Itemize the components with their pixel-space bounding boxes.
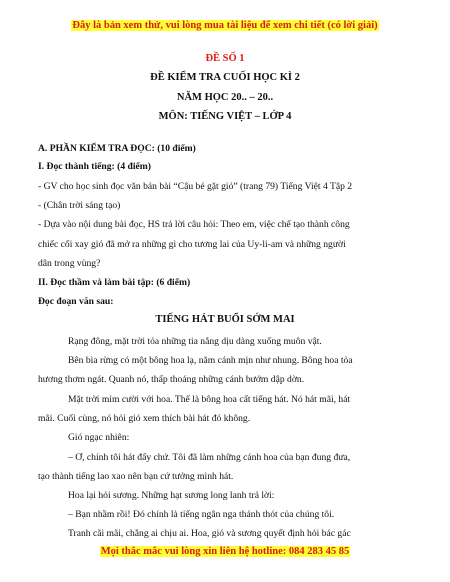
hotline-text: Mọi thắc mắc vui lòng xin liên hệ hotline: 084 283 45 85 [100, 546, 350, 557]
preview-banner [0, 20, 450, 34]
passage-line: Tranh cãi mãi, chẳng ai chịu ai. Hoa, gió và sương quyết định hỏi bác gác [68, 528, 351, 539]
part-1-line: - Dựa vào nội dung bài đọc, HS trả lời câu hỏi: Theo em, việc chế tạo thành công [38, 219, 350, 230]
passage-line: – Ơ, chính tôi hát đấy chứ. Tôi đã làm những cánh hoa của bạn đung đưa, [68, 452, 351, 463]
passage-line: Gió ngạc nhiên: [68, 432, 130, 443]
passage-line: mãi. Cuối cùng, nó hỏi gió xem thích bài hát đó không. [38, 413, 251, 424]
part-2-intro: Đọc đoạn văn sau: [38, 296, 114, 307]
passage-line: hương thơm ngát. Quanh nó, thấp thoáng những cánh bướm dập dờn. [38, 374, 305, 385]
passage-line: Hoa lại hỏi sương. Những hạt sương long lanh trả lời: [68, 490, 275, 501]
exam-title: ĐỀ KIỂM TRA CUỐI HỌC KÌ 2 [150, 72, 300, 83]
hotline-banner [0, 546, 450, 557]
passage-line: – Bạn nhầm rồi! Đó chính là tiếng ngân nga thánh thót của chúng tôi. [68, 509, 335, 520]
subject-line: MÔN: TIẾNG VIỆT – LỚP 4 [158, 111, 292, 122]
passage-title: TIẾNG HÁT BUỔI SỚM MAI [155, 314, 295, 325]
part-1-line: chiếc cối xay gió đã mở ra những gì cho tương lai của Uy-li-am và những người [38, 239, 346, 250]
passage-line: Mặt trời mỉm cười với hoa. Thế là bông hoa cất tiếng hát. Nó hát mãi, hát [68, 394, 351, 405]
part-1-line: - (Chân trời sáng tạo) [38, 200, 121, 211]
school-year: NĂM HỌC 20.. – 20.. [176, 92, 274, 103]
part-1-line: dân trong vùng? [38, 258, 101, 269]
part-1-heading: I. Đọc thành tiếng: (4 điểm) [38, 161, 151, 172]
preview-banner-text: Đây là bản xem thử, vui lòng mua tài liệu để xem chi tiết (có lời giải) [72, 20, 378, 31]
passage-line: tạo thành tiếng lao xao nên bạn cứ tưởng mình hát. [38, 471, 234, 482]
passage-line: Bên bìa rừng có một bông hoa lạ, năm cánh mịn như nhung. Bông hoa tỏa [68, 355, 353, 366]
part-2-heading: II. Đọc thầm và làm bài tập: (6 điểm) [38, 277, 191, 288]
passage-line: Rạng đông, mặt trời tỏa những tia nắng dịu dàng xuống muôn vật. [68, 336, 322, 347]
section-a-heading: A. PHẦN KIỂM TRA ĐỌC: (10 điểm) [38, 143, 196, 154]
exam-number: ĐỀ SỐ 1 [205, 53, 245, 64]
part-1-line: - GV cho học sinh đọc văn bản bài “Cậu bé gặt gió” (trang 79) Tiếng Việt 4 Tập 2 [38, 181, 353, 192]
